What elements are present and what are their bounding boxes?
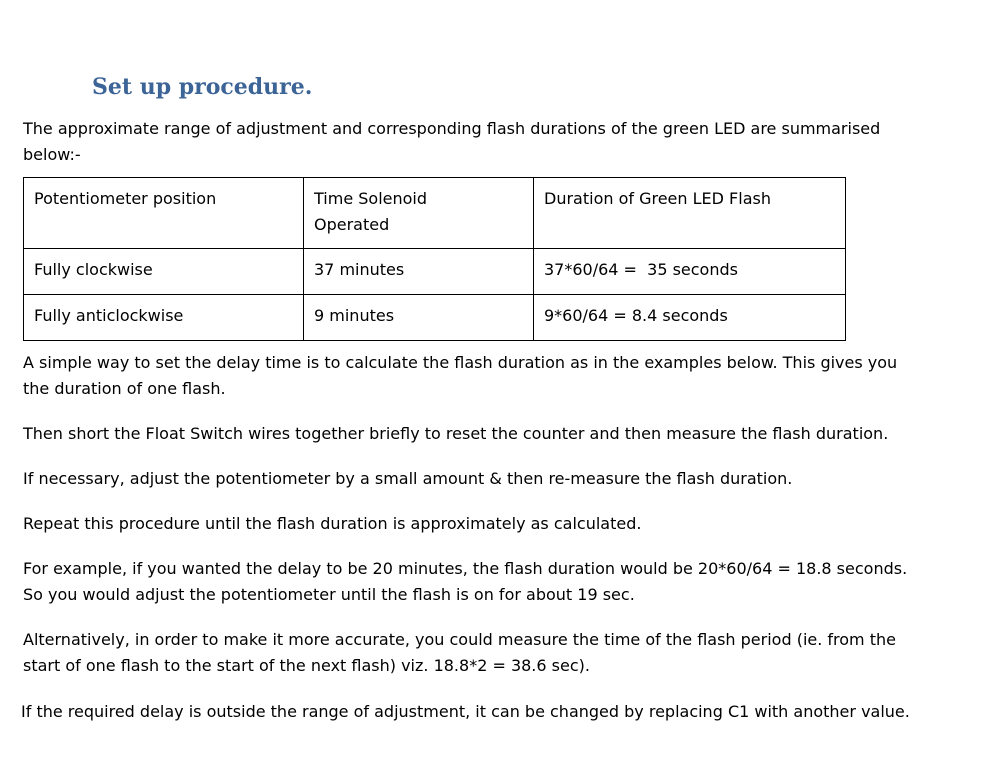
table-cell: Fully clockwise xyxy=(24,249,304,295)
header-time-solenoid-operated: Time Solenoid Operated xyxy=(304,178,534,249)
paragraph-replace-c1: If the required delay is outside the range of adjustment, it can be changed by replacing C1 with another value. xyxy=(21,702,910,721)
section-heading: Set up procedure. xyxy=(92,74,313,100)
table-cell: Fully anticlockwise xyxy=(24,295,304,341)
paragraph-repeat-procedure: Repeat this procedure until the flash duration is approximately as calculated. xyxy=(23,514,642,533)
header-potentiometer-position: Potentiometer position xyxy=(24,178,304,249)
table-cell: 37 minutes xyxy=(304,249,534,295)
header-led-flash-duration: Duration of Green LED Flash xyxy=(534,178,846,249)
paragraph-short-float-switch: Then short the Float Switch wires together briefly to reset the counter and then measure the flash duration. xyxy=(23,424,889,443)
paragraph-simple-way: A simple way to set the delay time is to calculate the flash duration as in the examples below. This gives you the duration of one flash. xyxy=(23,353,898,398)
paragraph-adjust-potentiometer: If necessary, adjust the potentiometer by a small amount & then re-measure the flash duration. xyxy=(23,469,793,488)
table-header-row xyxy=(24,178,846,249)
table-row xyxy=(24,295,846,341)
table-cell: 9*60/64 = 8.4 seconds xyxy=(534,295,846,341)
table-row xyxy=(24,249,846,295)
table-cell: 37*60/64 = 35 seconds xyxy=(534,249,846,295)
intro-paragraph: The approximate range of adjustment and corresponding flash durations of the green LED are summarised below:- xyxy=(23,119,881,164)
paragraph-alternatively: Alternatively, in order to make it more accurate, you could measure the time of the flash period (ie. from the start of one flash to the start of the next flash) viz. 18.8*2 = 38.6 sec). xyxy=(23,630,896,675)
adjustment-table xyxy=(23,177,846,341)
paragraph-example: For example, if you wanted the delay to be 20 minutes, the flash duration would be 20*60/64 = 18.8 seconds. So you would adjust the potentiometer until the flash is on for about 19 sec. xyxy=(23,559,908,604)
table-cell: 9 minutes xyxy=(304,295,534,341)
